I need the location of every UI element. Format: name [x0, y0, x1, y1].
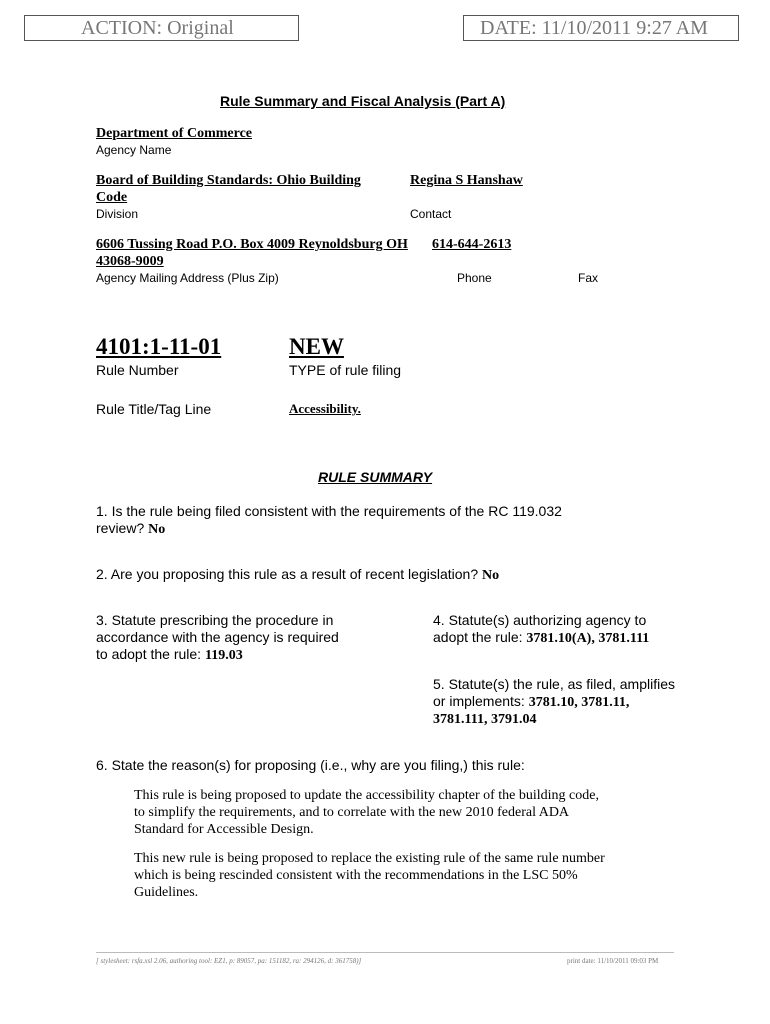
question-1-text: review? — [96, 520, 145, 536]
footer-print-date: print date: 11/10/2011 09:03 PM — [567, 957, 659, 965]
action-box: ACTION: Original — [24, 15, 299, 41]
question-1 — [96, 503, 562, 538]
question-5-answer-line1: 3781.10, 3781.11, — [528, 695, 630, 710]
page-title: Rule Summary and Fiscal Analysis (Part A) — [220, 93, 506, 109]
reason-paragraph-1-line1: This rule is being proposed to update the accessibility chapter of the building code, — [134, 788, 599, 803]
question-3-answer: 119.03 — [204, 648, 243, 663]
division-value-line1: Board of Building Standards: Ohio Building — [96, 173, 361, 188]
contact-value: Regina S Hanshaw — [410, 173, 523, 188]
question-4-text: adopt the rule: — [433, 629, 523, 645]
agency-name-value: Department of Commerce — [96, 126, 253, 141]
division-label: Division — [96, 207, 139, 221]
question-5-text: or implements: — [433, 693, 525, 709]
footer-stylesheet-info: [ stylesheet: rsfa.xsl 2.06, authoring tool: EZ1, p: 89057, pa: 151182, ra: 294126, d: 361758)] — [96, 957, 362, 965]
rule-number-value: 4101:1-11-01 — [96, 334, 222, 359]
question-4-answer: 3781.10(A), 3781.111 — [526, 631, 650, 646]
question-3-line3 — [96, 646, 339, 664]
question-3 — [96, 612, 339, 664]
question-1-line2 — [96, 520, 562, 538]
address-value-line2: 43068-9009 — [96, 254, 164, 269]
question-5-answer-line2: 3781.111, 3791.04 — [433, 712, 537, 727]
fax-label: Fax — [578, 271, 599, 285]
reason-paragraph-2-line2: which is being rescinded consistent with the recommendations in the LSC 50% — [134, 868, 578, 883]
reason-paragraph-1-line2: to simplify the requirements, and to correlate with the new 2010 federal ADA — [134, 805, 570, 820]
reason-paragraph-2-line3: Guidelines. — [134, 885, 199, 900]
division-value-line2: Code — [96, 190, 128, 205]
rule-summary-heading: RULE SUMMARY — [318, 469, 433, 485]
rule-title-label: Rule Title/Tag Line — [96, 401, 212, 417]
rule-title-value: Accessibility. — [289, 401, 361, 416]
rule-type-label: TYPE of rule filing — [289, 362, 402, 378]
address-label: Agency Mailing Address (Plus Zip) — [96, 271, 279, 285]
rule-number-label: Rule Number — [96, 362, 179, 378]
agency-name-label: Agency Name — [96, 143, 172, 157]
question-1-answer: No — [148, 522, 166, 537]
question-1-line1: 1. Is the rule being filed consistent with the requirements of the RC 119.032 — [96, 503, 562, 519]
question-2 — [96, 566, 499, 584]
question-5 — [433, 676, 675, 728]
question-5-line1: 5. Statute(s) the rule, as filed, amplifies — [433, 676, 675, 692]
footer-divider — [96, 952, 674, 953]
question-2-text: 2. Are you proposing this rule as a result of recent legislation? — [96, 566, 479, 582]
reason-paragraph-2 — [134, 850, 605, 901]
question-3-line2: accordance with the agency is required — [96, 629, 339, 645]
question-3-line1: 3. Statute prescribing the procedure in — [96, 612, 334, 628]
address-value-line1: 6606 Tussing Road P.O. Box 4009 Reynoldsburg OH — [96, 237, 408, 252]
reason-paragraph-2-line1: This new rule is being proposed to replace the existing rule of the same rule number — [134, 851, 605, 866]
reason-paragraph-1-line3: Standard for Accessible Design. — [134, 822, 314, 837]
question-2-answer: No — [482, 568, 500, 583]
question-6: 6. State the reason(s) for proposing (i.e., why are you filing,) this rule: — [96, 757, 525, 773]
question-4 — [433, 612, 649, 647]
phone-value: 614-644-2613 — [432, 237, 512, 252]
date-box: DATE: 11/10/2011 9:27 AM — [463, 15, 739, 41]
question-5-line2 — [433, 693, 675, 711]
question-4-line2 — [433, 629, 649, 647]
reason-paragraph-1 — [134, 787, 599, 838]
question-3-text: to adopt the rule: — [96, 646, 202, 662]
phone-label: Phone — [457, 271, 492, 285]
question-4-line1: 4. Statute(s) authorizing agency to — [433, 612, 647, 628]
rule-type-value: NEW — [289, 334, 344, 359]
contact-label: Contact — [410, 207, 452, 221]
